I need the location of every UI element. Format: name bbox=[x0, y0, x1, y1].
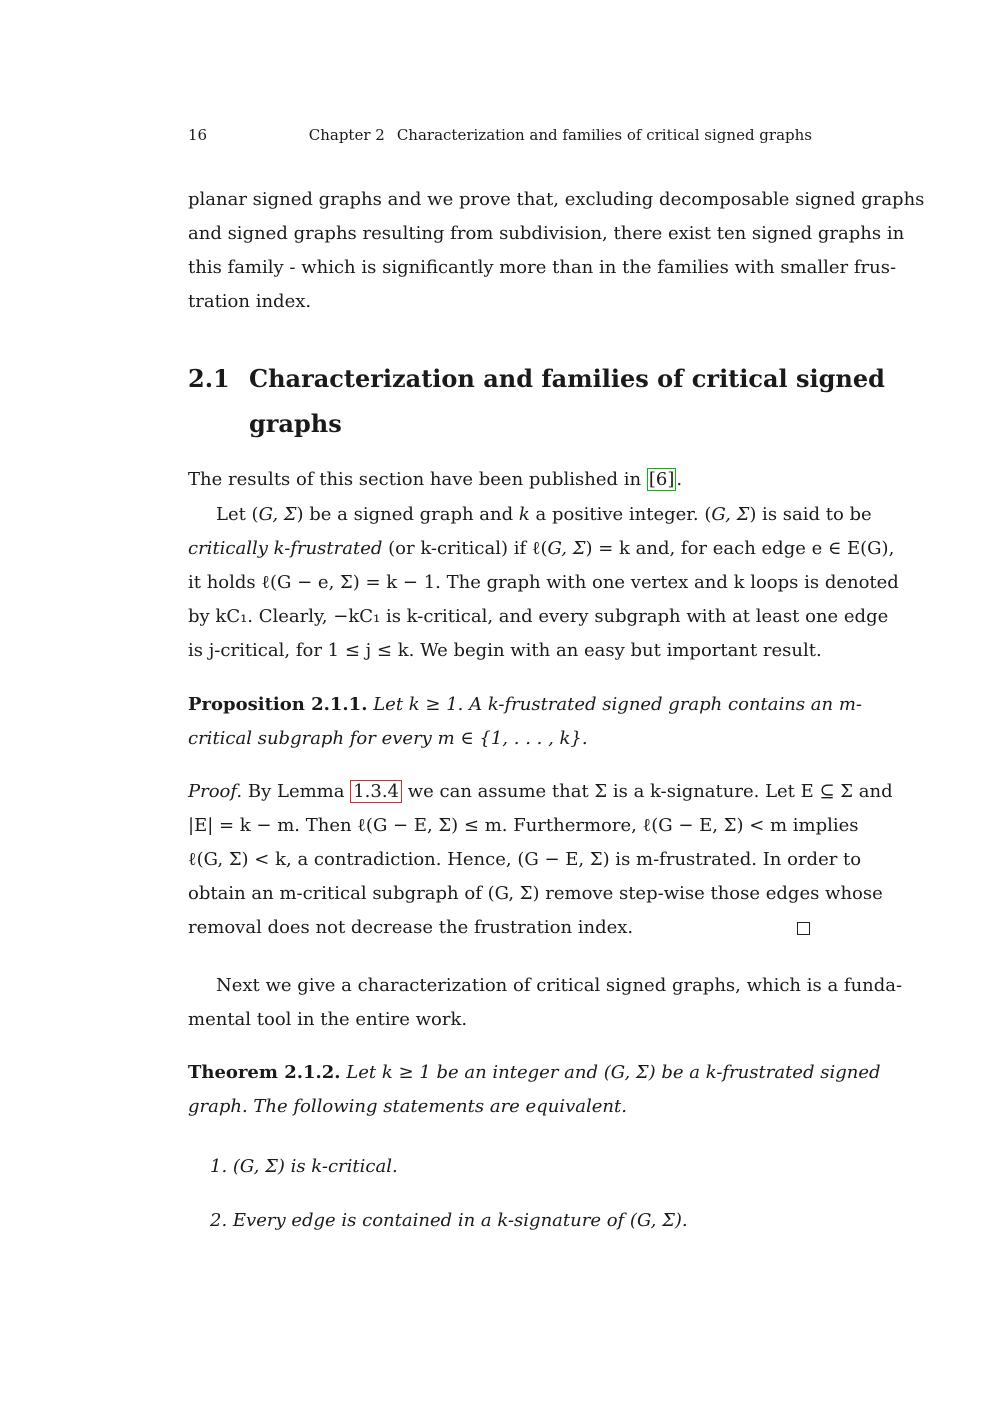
list-item: 2. Every edge is contained in a k-signature of (G, Σ). bbox=[210, 1210, 688, 1231]
section-title-line1: Characterization and families of critical signed bbox=[249, 364, 885, 393]
intro-paragraph bbox=[188, 183, 925, 319]
citation-link[interactable]: [6] bbox=[648, 469, 675, 490]
text-line: it holds ℓ(G − e, Σ) = k − 1. The graph with one vertex and k loops is denoted bbox=[188, 572, 899, 593]
section-heading bbox=[188, 356, 885, 446]
text-run: ) is said to be bbox=[749, 504, 872, 525]
text-run: ) = k and, for each edge e ∈ E(G), bbox=[585, 538, 895, 559]
text-line: by kC₁. Clearly, −kC₁ is k-critical, and every subgraph with at least one edge bbox=[188, 606, 889, 627]
lemma-link[interactable]: 1.3.4 bbox=[350, 780, 402, 803]
text-run: ) be a signed graph and bbox=[296, 504, 519, 525]
qed-square-icon bbox=[797, 922, 810, 935]
text-line: tration index. bbox=[188, 291, 312, 312]
text-line: and signed graphs resulting from subdivision, there exist ten signed graphs in bbox=[188, 223, 905, 244]
text-line: planar signed graphs and we prove that, excluding decomposable signed graphs bbox=[188, 189, 925, 210]
text-line: critical subgraph for every m ∈ {1, . . . , k}. bbox=[188, 728, 588, 749]
text-line bbox=[188, 688, 862, 722]
text-line: critically k-frustrated (or k-critical) if ℓ(G, Σ) = k and, for each edge e ∈ E(G), bbox=[188, 538, 895, 559]
chapter-heading bbox=[309, 125, 812, 145]
published-end: . bbox=[676, 469, 683, 490]
text-line: mental tool in the entire work. bbox=[188, 1009, 468, 1030]
proposition-text: Let k ≥ 1. A k-frustrated signed graph contains an m- bbox=[373, 694, 862, 715]
text-line: Let (G, Σ) be a signed graph and k a positive integer. (G, Σ) is said to be bbox=[216, 504, 872, 525]
definition-paragraph bbox=[188, 498, 899, 668]
text-run: Let ( bbox=[216, 504, 259, 525]
section-title-line2: graphs bbox=[249, 409, 342, 438]
text-run: (or k-critical) if ℓ( bbox=[382, 538, 548, 559]
theorem-text: Let k ≥ 1 be an integer and (G, Σ) be a k-frustrated signed bbox=[346, 1062, 881, 1083]
chapter-title: Characterization and families of critical signed graphs bbox=[396, 126, 812, 144]
theorem bbox=[188, 1056, 881, 1124]
text-run: a positive integer. ( bbox=[529, 504, 712, 525]
text-run: we can assume that Σ is a k-signature. Let E ⊆ Σ and bbox=[407, 781, 893, 802]
chapter-label: Chapter 2 bbox=[308, 126, 385, 144]
text-line: |E| = k − m. Then ℓ(G − E, Σ) ≤ m. Furthermore, ℓ(G − E, Σ) < m implies bbox=[188, 815, 859, 836]
text-line: graph. The following statements are equivalent. bbox=[188, 1096, 627, 1117]
text-line bbox=[188, 775, 893, 809]
equivalence-list bbox=[210, 1150, 810, 1238]
text-line: Next we give a characterization of critical signed graphs, which is a funda- bbox=[216, 975, 903, 996]
text-line bbox=[188, 1056, 881, 1090]
proposition bbox=[188, 688, 862, 756]
text-line: ℓ(G, Σ) < k, a contradiction. Hence, (G − E, Σ) is m-frustrated. In order to bbox=[188, 849, 862, 870]
next-paragraph bbox=[188, 969, 903, 1037]
page-number: 16 bbox=[188, 126, 208, 144]
proposition-label: Proposition 2.1.1. bbox=[188, 694, 368, 715]
text-run: removal does not decrease the frustration index. bbox=[188, 917, 634, 938]
section-number: 2.1 bbox=[188, 364, 230, 393]
theorem-label: Theorem 2.1.2. bbox=[188, 1062, 341, 1083]
text-line: obtain an m-critical subgraph of (G, Σ) remove step-wise those edges whose bbox=[188, 883, 883, 904]
published-text: The results of this section have been published in bbox=[188, 469, 647, 490]
proof-label: Proof. bbox=[188, 781, 243, 802]
defined-term: critically k-frustrated bbox=[188, 538, 383, 559]
text-line bbox=[188, 911, 812, 945]
text-line: this family - which is significantly more than in the families with smaller frus- bbox=[188, 257, 897, 278]
list-item: 1. (G, Σ) is k-critical. bbox=[210, 1156, 398, 1177]
text-line: is j-critical, for 1 ≤ j ≤ k. We begin with an easy but important result. bbox=[188, 640, 822, 661]
text-run: By Lemma bbox=[247, 781, 345, 802]
published-note bbox=[188, 463, 812, 497]
proof bbox=[188, 775, 893, 945]
